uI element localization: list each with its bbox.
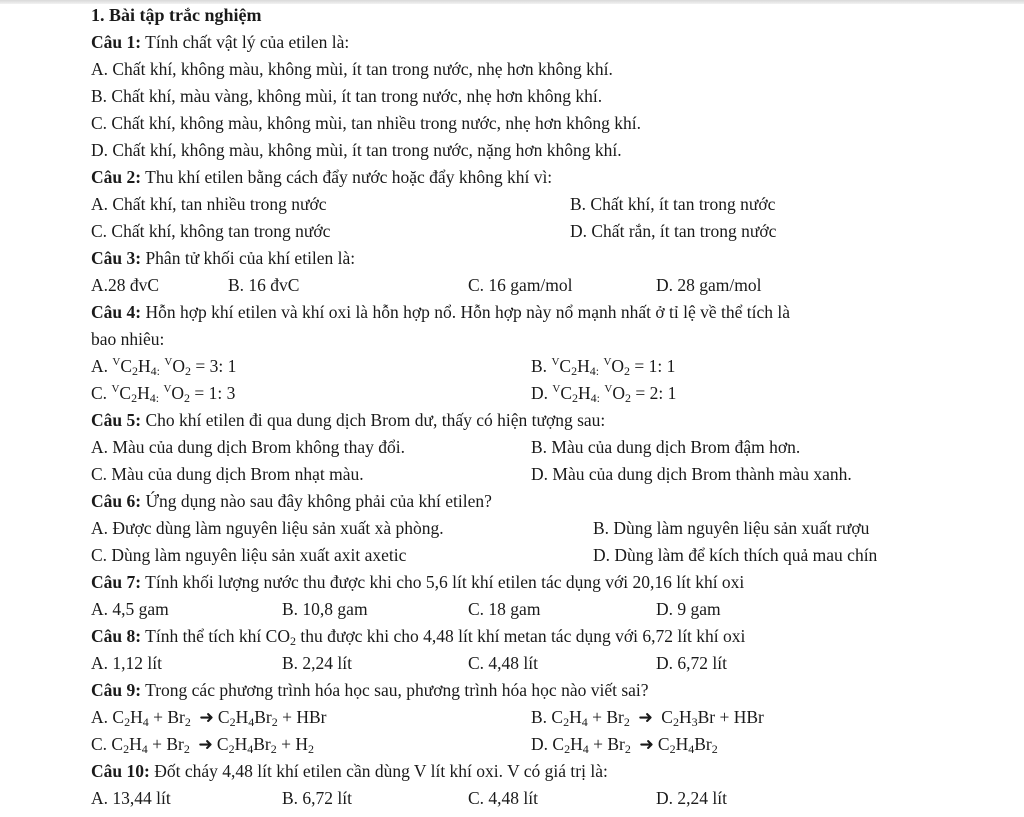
q9-option-a: A. $C_2H_4 + Br_2$ ➜ $C_2H_4Br_2$ + HBr: [91, 704, 326, 731]
q8-option-b: B. 2,24 lít: [282, 653, 353, 673]
q9-option-b: B. $C_2H_4 + Br_2$ ➜ $C_2H_3Br$ + HBr: [531, 704, 764, 731]
question-6: Câu 6: Ứng dụng nào sau đây không phải của khí etilen?: [91, 491, 492, 511]
q6-option-b: B. Dùng làm nguyên liệu sản xuất rượu: [593, 518, 870, 538]
q4-option-d: D. $^VC_2H_{4:}$ $^VO_2 = 2$: 1: [531, 383, 677, 405]
q5-option-c: C. Màu của dung dịch Brom nhạt màu.: [91, 464, 364, 484]
q1-option-b: B. Chất khí, màu vàng, không mùi, ít tan trong nước, nhẹ hơn không khí.: [91, 86, 603, 106]
section-title: 1. Bài tập trắc nghiệm: [91, 5, 262, 25]
q9-option-c: C. $C_2H_4 + Br_2$ ➜ $C_2H_4Br_2 + H_2$: [91, 731, 314, 758]
q7-options-row: [91, 596, 991, 623]
q3-option-c: C. 16 gam/mol: [468, 275, 573, 295]
q6-options-row-1: [91, 515, 991, 542]
q5-option-d: D. Màu của dung dịch Brom thành màu xanh.: [531, 464, 852, 484]
q8-options-row: [91, 650, 991, 677]
q6-option-a: A. Được dùng làm nguyên liệu sản xuất xà phòng.: [91, 518, 444, 538]
q2-option-c: C. Chất khí, không tan trong nước: [91, 221, 331, 241]
q4-options-row-1: [91, 353, 991, 380]
q3-option-b: B. 16 đvC: [228, 275, 300, 295]
q10-options-row: [91, 785, 991, 812]
q3-option-a: A.28 đvC: [91, 275, 160, 295]
q5-option-a: A. Màu của dung dịch Brom không thay đổi.: [91, 437, 405, 457]
q2-options-row-1: [91, 191, 991, 218]
q4-option-a: A. $^VC_2H_{4:}$ $^VO_2 = 3$: 1: [91, 356, 237, 378]
question-8: Câu 8: Tính thể tích khí $CO_2$ thu được khi cho 4,48 lít khí metan tác dụng với 6,72 lít khí oxi: [91, 626, 746, 648]
q3-options-row: [91, 272, 991, 299]
q10-option-c: C. 4,48 lít: [468, 788, 539, 808]
arrow-icon: ➜: [638, 707, 653, 727]
question-3: Câu 3: Phân tử khối của khí etilen là:: [91, 248, 356, 268]
q7-option-d: D. 9 gam: [656, 599, 721, 619]
q8-option-d: D. 6,72 lít: [656, 653, 727, 673]
q5-option-b: B. Màu của dung dịch Brom đậm hơn.: [531, 437, 801, 457]
q2-option-d: D. Chất rắn, ít tan trong nước: [570, 221, 777, 241]
q9-options-row-1: [91, 704, 991, 731]
q2-option-a: A. Chất khí, tan nhiều trong nước: [91, 194, 327, 214]
question-7: Câu 7: Tính khối lượng nước thu được khi cho 5,6 lít khí etilen tác dụng với 20,16 lít khí oxi: [91, 572, 745, 592]
q9-options-row-2: [91, 731, 991, 758]
q10-option-b: B. 6,72 lít: [282, 788, 353, 808]
q6-option-d: D. Dùng làm để kích thích quả mau chín: [593, 545, 878, 565]
question-4: Câu 4: Hỗn hợp khí etilen và khí oxi là hỗn hợp nổ. Hỗn hợp này nổ mạnh nhất ở tỉ lệ về thể tích là: [91, 302, 790, 322]
q2-options-row-2: [91, 218, 991, 245]
q5-options-row-2: [91, 461, 991, 488]
question-4-continued: bao nhiêu:: [91, 329, 165, 349]
q8-option-a: A. 1,12 lít: [91, 653, 162, 673]
q4-options-row-2: [91, 380, 991, 407]
arrow-icon: ➜: [199, 707, 214, 727]
q10-option-d: D. 2,24 lít: [656, 788, 727, 808]
q2-option-b: B. Chất khí, ít tan trong nước: [570, 194, 776, 214]
arrow-icon: ➜: [639, 734, 654, 754]
q10-option-a: A. 13,44 lít: [91, 788, 171, 808]
q7-option-c: C. 18 gam: [468, 599, 541, 619]
q1-option-d: D. Chất khí, không màu, không mùi, ít tan trong nước, nặng hơn không khí.: [91, 140, 622, 160]
worksheet: [91, 0, 991, 812]
question-1: Câu 1: Tính chất vật lý của etilen là:: [91, 32, 350, 52]
question-10: Câu 10: Đốt cháy 4,48 lít khí etilen cần dùng V lít khí oxi. V có giá trị là:: [91, 761, 608, 781]
q1-option-a: A. Chất khí, không màu, không mùi, ít tan trong nước, nhẹ hơn không khí.: [91, 59, 613, 79]
question-9: Câu 9: Trong các phương trình hóa học sau, phương trình hóa học nào viết sai?: [91, 680, 649, 700]
q6-options-row-2: [91, 542, 991, 569]
question-5: Câu 5: Cho khí etilen đi qua dung dịch Brom dư, thấy có hiện tượng sau:: [91, 410, 606, 430]
q3-option-d: D. 28 gam/mol: [656, 275, 762, 295]
q4-option-b: B. $^VC_2H_{4:}$ $^VO_2 = 1$: 1: [531, 356, 676, 378]
q1-option-c: C. Chất khí, không màu, không mùi, tan nhiều trong nước, nhẹ hơn không khí.: [91, 113, 642, 133]
q6-option-c: C. Dùng làm nguyên liệu sản xuất axit axetic: [91, 545, 407, 565]
q7-option-b: B. 10,8 gam: [282, 599, 368, 619]
arrow-icon: ➜: [198, 734, 213, 754]
q9-option-d: D. $C_2H_4 + Br_2$ ➜ $C_2H_4Br_2$: [531, 731, 718, 758]
q4-option-c: C. $^VC_2H_{4:}$ $^VO_2 = 1$: 3: [91, 383, 236, 405]
question-2: Câu 2: Thu khí etilen bằng cách đẩy nước hoặc đẩy không khí vì:: [91, 167, 553, 187]
q8-option-c: C. 4,48 lít: [468, 653, 539, 673]
q5-options-row-1: [91, 434, 991, 461]
q7-option-a: A. 4,5 gam: [91, 599, 169, 619]
